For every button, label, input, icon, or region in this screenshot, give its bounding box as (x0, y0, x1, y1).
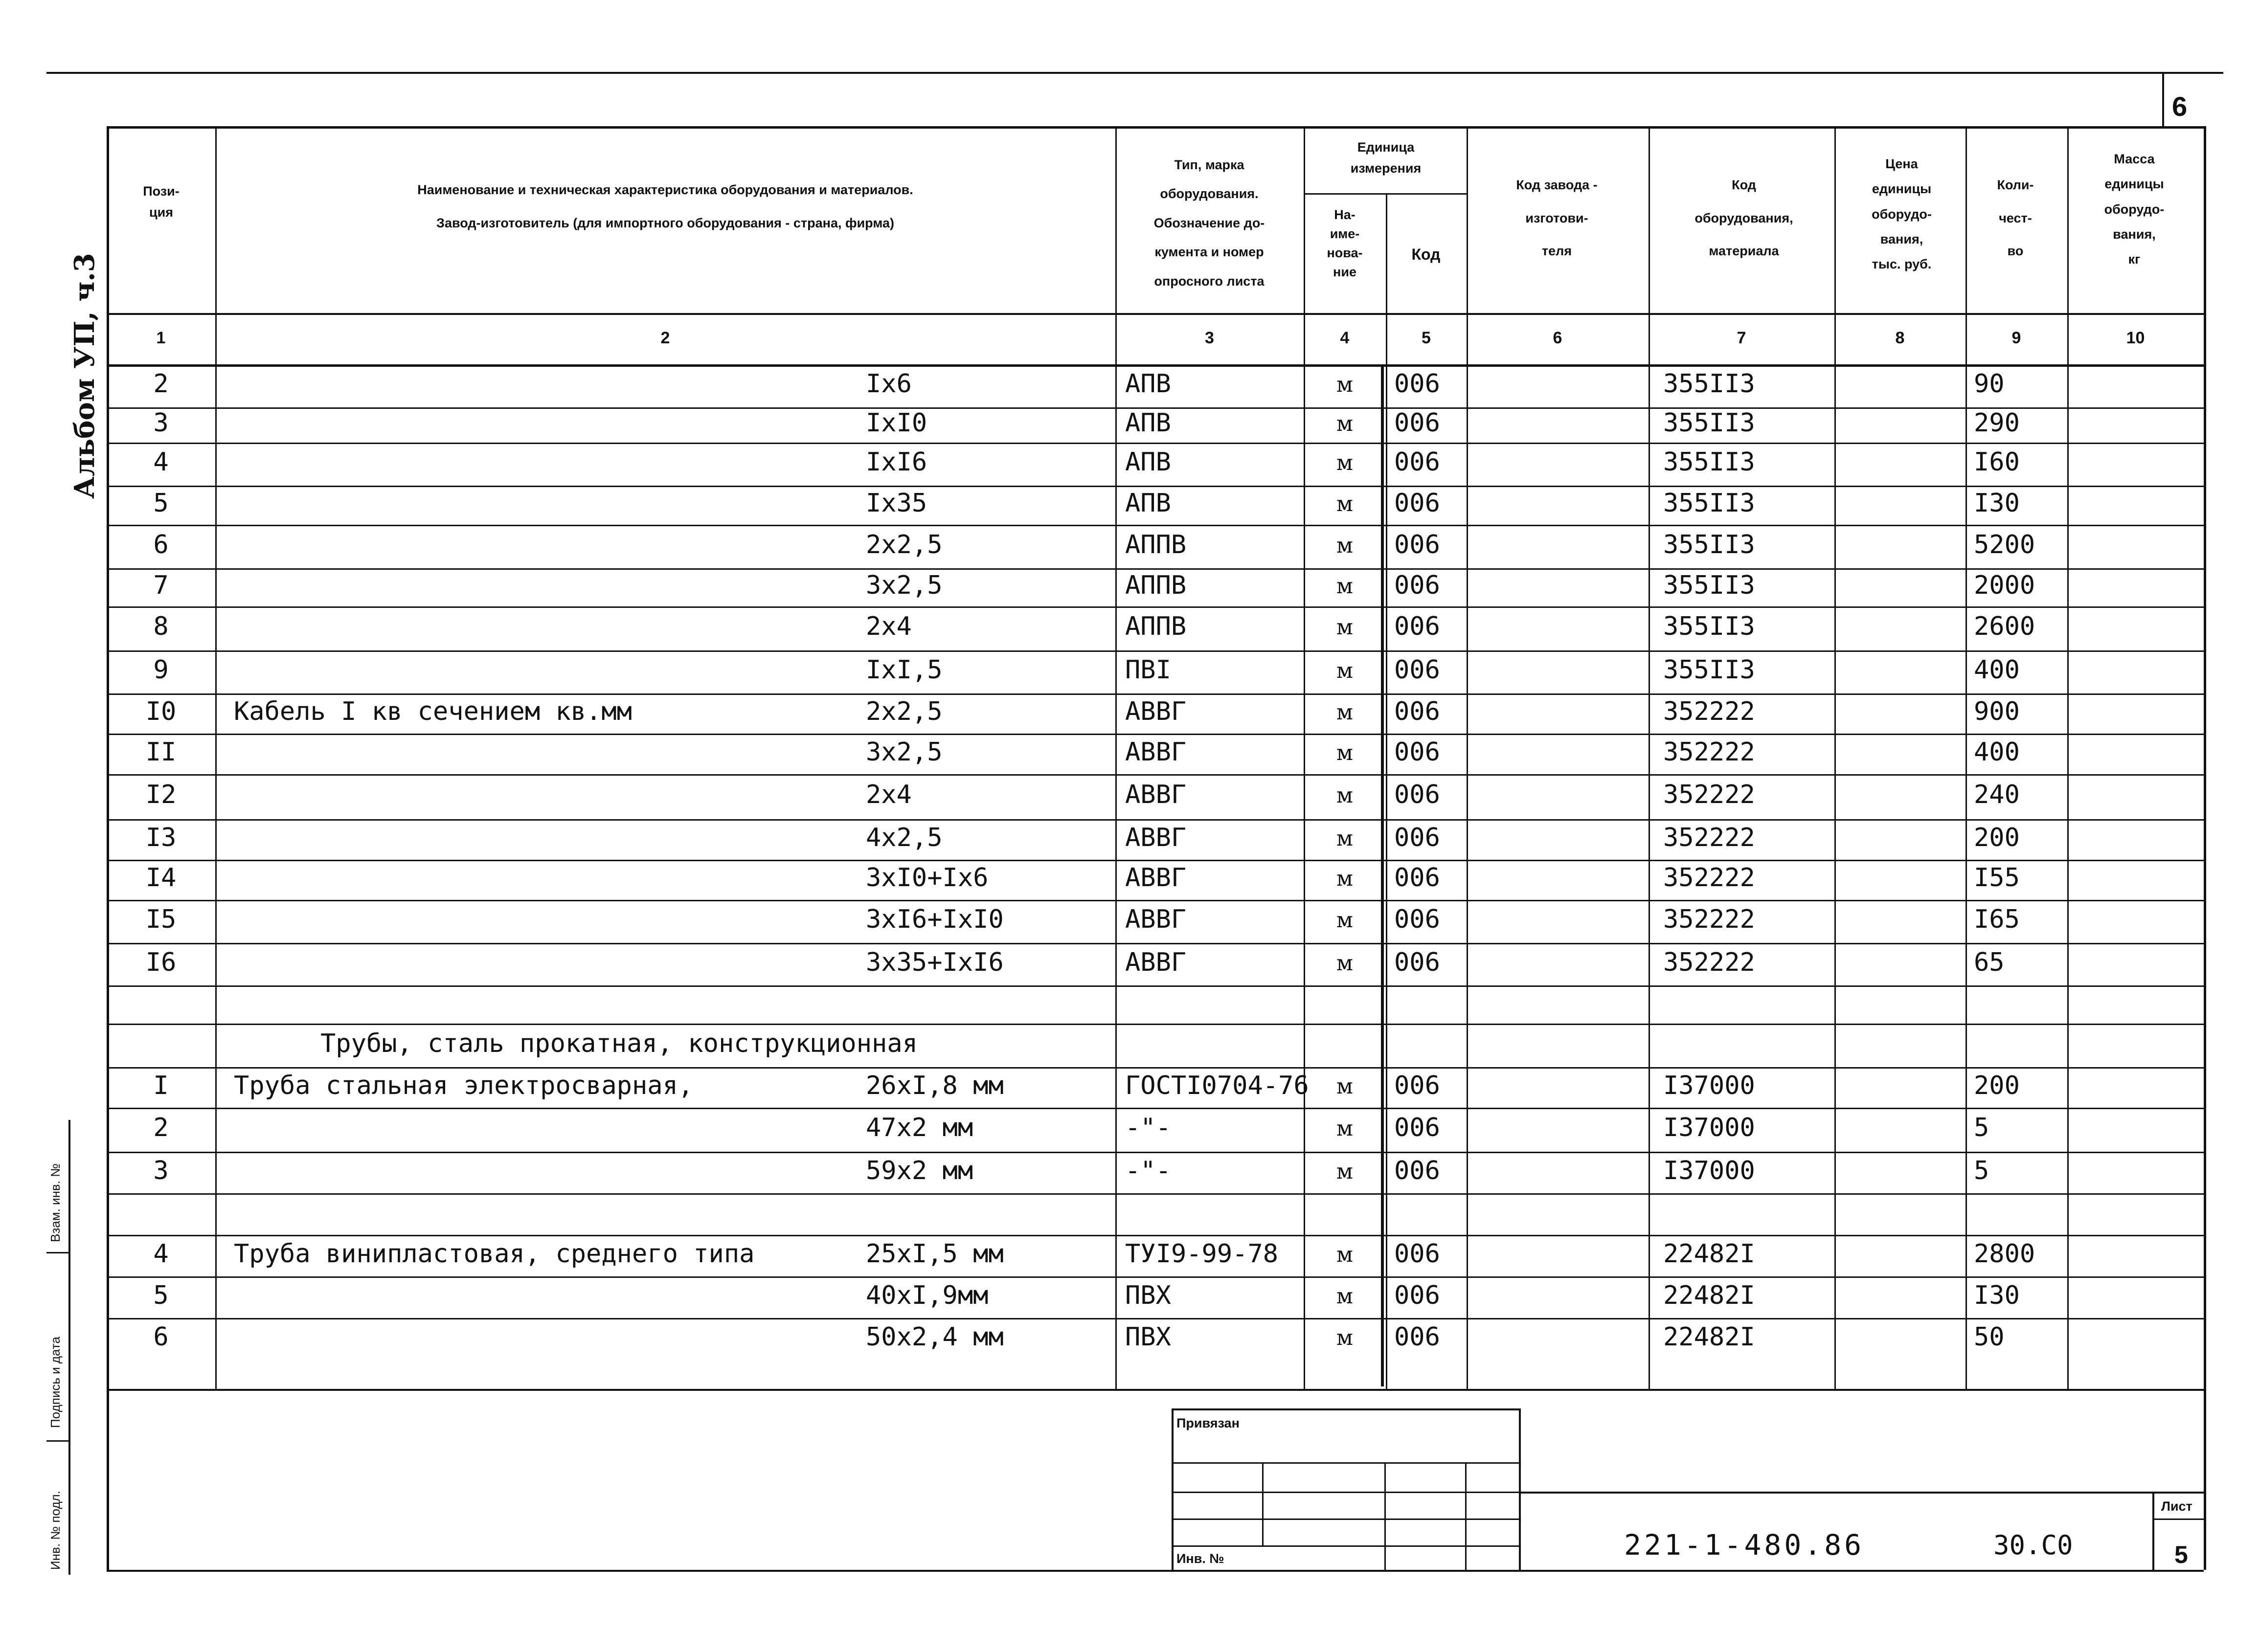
column-number: 5 (1422, 329, 1431, 347)
stamp-row3 (1172, 1518, 1519, 1520)
side-stamp-div1 (46, 1252, 68, 1253)
row-divider (107, 1108, 2204, 1109)
column-number: 6 (1553, 329, 1562, 347)
cell-spec: IxI6 (866, 447, 927, 477)
header-type: Тип, марка оборудования. Обозначение до- кумента и номер опросного листа (1153, 157, 1265, 289)
sheet-box-left (2152, 1492, 2154, 1570)
cell-unit: м (1336, 411, 1354, 436)
cell-unit: м (1336, 1116, 1354, 1141)
cell-name: Кабель I кв сечением кв.мм (234, 697, 632, 726)
cell-unit: м (1336, 740, 1354, 765)
cell-type: АВВГ (1125, 780, 1187, 809)
cell-type: АВВГ (1125, 863, 1187, 893)
cell-quantity: I55 (1974, 863, 2020, 893)
cell-spec: 26xI,8 мм (866, 1071, 1004, 1100)
row-divider (107, 1067, 2204, 1069)
side-stamp-border (68, 1120, 70, 1575)
row-divider (107, 900, 2204, 901)
cell-unit: м (1336, 450, 1354, 475)
column-divider (1386, 193, 1387, 1389)
cell-unit: м (1336, 950, 1354, 976)
cell-position: 9 (153, 655, 169, 685)
cell-quantity: 200 (1974, 823, 2020, 852)
cell-quantity: 50 (1974, 1322, 2005, 1352)
cell-material-code: 352222 (1663, 737, 1755, 767)
cell-spec: 47x2 мм (866, 1113, 973, 1142)
cell-unit-code: 006 (1394, 408, 1440, 438)
column-number: 8 (1895, 329, 1905, 347)
cell-unit-code: 006 (1394, 530, 1440, 559)
side-stamp-replace-inv: Взам. инв. № (48, 1163, 63, 1242)
cell-quantity: 400 (1974, 737, 2020, 767)
cell-quantity: 5 (1974, 1156, 1989, 1185)
cell-position: I3 (145, 823, 177, 852)
cell-unit-code: 006 (1394, 1280, 1440, 1310)
cell-material-code: 355II3 (1663, 489, 1755, 518)
row-divider (107, 693, 2204, 695)
page-number-box-left (2162, 73, 2164, 127)
cell-quantity: 200 (1974, 1071, 2020, 1100)
cell-position: 6 (153, 530, 169, 559)
title-block-top (1519, 1492, 2204, 1494)
header-mass: Масса единицы оборудо- вания, кг (2104, 152, 2165, 267)
cell-unit: м (1336, 533, 1354, 558)
cell-material-code: 355II3 (1663, 530, 1755, 559)
row-divider (107, 943, 2204, 944)
sheet-label: Лист (2161, 1499, 2192, 1514)
row-divider (107, 1318, 2204, 1319)
cell-quantity: 2000 (1974, 571, 2035, 600)
table-bottom-border (107, 1389, 2204, 1391)
cell-type: АПВ (1125, 408, 1171, 438)
cell-position: 4 (153, 1239, 169, 1269)
column-divider (215, 126, 217, 1389)
cell-unit: м (1336, 615, 1354, 640)
column-number: 1 (156, 329, 166, 347)
cell-type: АПВ (1125, 447, 1171, 477)
cell-position: 3 (153, 1156, 169, 1185)
cell-quantity: 900 (1974, 697, 2020, 726)
row-divider (107, 1276, 2204, 1278)
cell-unit-code: 006 (1394, 1113, 1440, 1142)
cell-spec: 2x2,5 (866, 530, 943, 559)
cell-position: 3 (153, 408, 169, 438)
row-divider (107, 774, 2204, 776)
column-number: 9 (2011, 329, 2021, 347)
cell-unit-code: 006 (1394, 1322, 1440, 1352)
row-divider (107, 568, 2204, 570)
cell-unit: м (1336, 491, 1354, 516)
row-divider (107, 1024, 2204, 1025)
cell-unit-code: 006 (1394, 447, 1440, 477)
header-name: Наименование и техническая характеристика оборудования и материалов. Завод-изготовитель (для импортного оборудования - страна, фирма) (417, 182, 913, 230)
cell-unit-code: 006 (1394, 1239, 1440, 1269)
cell-unit-code: 006 (1394, 780, 1440, 809)
stamp-col1 (1262, 1462, 1264, 1545)
column-number: 3 (1205, 329, 1214, 347)
cell-type: АППВ (1125, 571, 1187, 600)
cell-material-code: 352222 (1663, 947, 1755, 977)
cell-material-code: I37000 (1663, 1113, 1755, 1142)
cell-position: 2 (153, 1113, 169, 1142)
row-divider (107, 486, 2204, 487)
sheet-box-mid (2152, 1518, 2204, 1520)
side-stamp-div2 (46, 1440, 68, 1442)
cell-spec: IxI0 (866, 408, 927, 438)
cell-position: 7 (153, 571, 169, 600)
cell-unit: м (1336, 372, 1354, 397)
stamp-top (1172, 1408, 1519, 1410)
column-number: 2 (660, 329, 670, 347)
cell-position: I5 (145, 905, 177, 934)
cell-unit-code: 006 (1394, 947, 1440, 977)
cell-spec: 3x2,5 (866, 571, 943, 600)
header-unit-code: Код (1411, 246, 1441, 263)
cell-type: -"- (1125, 1113, 1171, 1142)
cell-position: 4 (153, 447, 169, 477)
table-top-border (107, 126, 2204, 129)
row-divider (107, 1152, 2204, 1153)
header-factory-code: Код завода - изготови- теля (1516, 178, 1598, 258)
cell-quantity: 90 (1974, 369, 2005, 399)
cell-quantity: 400 (1974, 655, 2020, 685)
cell-position: 5 (153, 489, 169, 518)
cell-unit-code: 006 (1394, 863, 1440, 893)
cell-quantity: I30 (1974, 489, 2020, 518)
row-divider (107, 734, 2204, 735)
sheet-number: 5 (2174, 1541, 2188, 1568)
cell-quantity: 2800 (1974, 1239, 2035, 1269)
cell-quantity: I65 (1974, 905, 2020, 934)
cell-type: АВВГ (1125, 823, 1187, 852)
cell-unit: м (1336, 1242, 1354, 1267)
row-divider (107, 525, 2204, 526)
cell-type: АВВГ (1125, 737, 1187, 767)
cell-material-code: 355II3 (1663, 408, 1755, 438)
cell-spec: 3x35+IxI6 (866, 947, 1004, 977)
column-number: 10 (2126, 329, 2145, 347)
page-bottom-border (107, 1570, 2204, 1572)
cell-unit: м (1336, 1325, 1354, 1350)
cell-position: 2 (153, 369, 169, 399)
row-divider (107, 443, 2204, 444)
cell-position: I0 (145, 697, 177, 726)
column-number: 4 (1340, 329, 1350, 347)
cell-quantity: 240 (1974, 780, 2020, 809)
column-divider (1115, 126, 1117, 1389)
cell-unit-code: 006 (1394, 823, 1440, 852)
header-price: Цена единицы оборудо- вания, тыс. руб. (1872, 156, 1932, 272)
cell-unit: м (1336, 783, 1354, 808)
cell-unit-code: 006 (1394, 612, 1440, 641)
header-unit-name: На- име- нова- ние (1327, 207, 1363, 280)
album-side-title: Альбом УП, ч.3 (68, 253, 101, 499)
cell-type: АВВГ (1125, 947, 1187, 977)
cell-spec: 2x4 (866, 780, 912, 809)
stamp-row2 (1172, 1492, 1519, 1493)
cell-material-code: 355II3 (1663, 571, 1755, 600)
stamp-col3 (1465, 1462, 1467, 1570)
cell-material-code: 352222 (1663, 697, 1755, 726)
cell-type: ТУI9-99-78 (1125, 1239, 1279, 1269)
section-title: Трубы, сталь прокатная, конструкционная (320, 1028, 918, 1058)
cell-type: ПВI (1125, 655, 1171, 685)
colnum-bottom-border (107, 364, 2204, 367)
cell-type: АВВГ (1125, 697, 1187, 726)
top-border-line (46, 72, 2223, 74)
cell-material-code: 22482I (1663, 1280, 1755, 1310)
cell-material-code: 355II3 (1663, 369, 1755, 399)
cell-unit-code: 006 (1394, 1071, 1440, 1100)
cell-unit-code: 006 (1394, 571, 1440, 600)
cell-quantity: 2600 (1974, 612, 2035, 641)
column-number: 7 (1737, 329, 1746, 347)
cell-spec: 2x4 (866, 612, 912, 641)
cell-position: 6 (153, 1322, 169, 1352)
stamp-inv-label: Инв. № (1176, 1551, 1224, 1566)
cell-type: -"- (1125, 1156, 1171, 1185)
cell-unit-code: 006 (1394, 369, 1440, 399)
cell-unit: м (1336, 574, 1354, 599)
cell-material-code: I37000 (1663, 1156, 1755, 1185)
cell-unit: м (1336, 700, 1354, 725)
cell-spec: 25xI,5 мм (866, 1239, 1004, 1269)
cell-name: Труба винипластовая, среднего типа (234, 1239, 755, 1269)
table-right-border (2204, 126, 2206, 1570)
header-unit-group: Единица измерения (1350, 140, 1422, 176)
cell-spec: 59x2 мм (866, 1156, 973, 1185)
cell-position: I (153, 1071, 169, 1100)
row-divider (107, 819, 2204, 821)
row-divider (107, 985, 2204, 987)
cell-quantity: 5 (1974, 1113, 1989, 1142)
header-material-code: Код оборудования, материала (1694, 178, 1793, 258)
cell-unit: м (1336, 1283, 1354, 1309)
cell-type: АПВ (1125, 369, 1171, 399)
column-divider (1649, 126, 1650, 1389)
cell-material-code: 22482I (1663, 1322, 1755, 1352)
cell-name: Труба стальная электросварная, (234, 1071, 694, 1100)
row-divider (107, 606, 2204, 608)
cell-material-code: 352222 (1663, 905, 1755, 934)
page-number: 6 (2172, 91, 2188, 122)
cell-material-code: 355II3 (1663, 447, 1755, 477)
cell-material-code: 352222 (1663, 823, 1755, 852)
cell-spec: 3x2,5 (866, 737, 943, 767)
stamp-row1 (1172, 1462, 1519, 1464)
cell-unit-code: 006 (1394, 1156, 1440, 1185)
cell-type: АППВ (1125, 612, 1187, 641)
cell-spec: 40xI,9мм (866, 1280, 989, 1310)
row-divider (107, 1235, 2204, 1236)
cell-position: I2 (145, 780, 177, 809)
cell-quantity: 65 (1974, 947, 2005, 977)
cell-quantity: I60 (1974, 447, 2020, 477)
cell-type: АППВ (1125, 530, 1187, 559)
column-divider (2067, 126, 2069, 1389)
cell-unit: м (1336, 1073, 1354, 1099)
sheet-code: 30.С0 (1993, 1530, 2073, 1561)
cell-material-code: 352222 (1663, 863, 1755, 893)
cell-material-code: I37000 (1663, 1071, 1755, 1100)
cell-type: ПВХ (1125, 1280, 1171, 1310)
cell-position: I6 (145, 947, 177, 977)
stamp-row4 (1172, 1545, 1519, 1547)
cell-type: ПВХ (1125, 1322, 1171, 1352)
cell-spec: 3xI6+IxI0 (866, 905, 1004, 934)
stamp-right (1519, 1408, 1521, 1570)
cell-material-code: 352222 (1663, 780, 1755, 809)
cell-quantity: 290 (1974, 408, 2020, 438)
column-divider (1834, 126, 1836, 1389)
cell-unit: м (1336, 1159, 1354, 1184)
cell-type: АВВГ (1125, 905, 1187, 934)
document-code: 221-1-480.86 (1624, 1528, 1865, 1562)
cell-spec: 3xI0+Ix6 (866, 863, 989, 893)
cell-unit: м (1336, 658, 1354, 683)
header-position: Пози- ция (143, 184, 180, 220)
cell-unit: м (1336, 866, 1354, 891)
cell-unit-code: 006 (1394, 489, 1440, 518)
cell-unit-code: 006 (1394, 655, 1440, 685)
cell-type: АПВ (1125, 489, 1171, 518)
cell-position: 5 (153, 1280, 169, 1310)
cell-spec: IxI,5 (866, 655, 943, 685)
column-divider (1965, 126, 1967, 1389)
cell-type: ГОСТI0704-76 (1125, 1071, 1309, 1100)
cell-spec: 50x2,4 мм (866, 1322, 1004, 1352)
stamp-col2 (1384, 1462, 1386, 1570)
side-stamp-signature-date: Подпись и дата (48, 1336, 63, 1428)
column-divider (1467, 126, 1468, 1389)
cell-material-code: 355II3 (1663, 612, 1755, 641)
cell-unit: м (1336, 908, 1354, 933)
cell-spec: Ix6 (866, 369, 912, 399)
row-divider (107, 860, 2204, 861)
header-quantity: Коли- чест- во (1997, 178, 2034, 258)
header-bottom-border (107, 313, 2204, 315)
cell-unit-code: 006 (1394, 737, 1440, 767)
side-stamp-inv-original: Инв. № подл. (48, 1491, 63, 1570)
cell-spec: 2x2,5 (866, 697, 943, 726)
cell-unit: м (1336, 826, 1354, 851)
cell-position: 8 (153, 612, 169, 641)
cell-spec: 4x2,5 (866, 823, 943, 852)
cell-position: II (145, 737, 177, 767)
row-divider (107, 650, 2204, 652)
cell-unit-code: 006 (1394, 905, 1440, 934)
cell-unit-code: 006 (1394, 697, 1440, 726)
cell-position: I4 (145, 863, 177, 893)
cell-quantity: 5200 (1974, 530, 2035, 559)
cell-quantity: I30 (1974, 1280, 2020, 1310)
cell-material-code: 22482I (1663, 1239, 1755, 1269)
stamp-linked-label: Привязан (1176, 1416, 1240, 1430)
cell-material-code: 355II3 (1663, 655, 1755, 685)
row-divider (107, 1193, 2204, 1195)
cell-spec: Ix35 (866, 489, 927, 518)
unit-header-split (1304, 193, 1467, 195)
